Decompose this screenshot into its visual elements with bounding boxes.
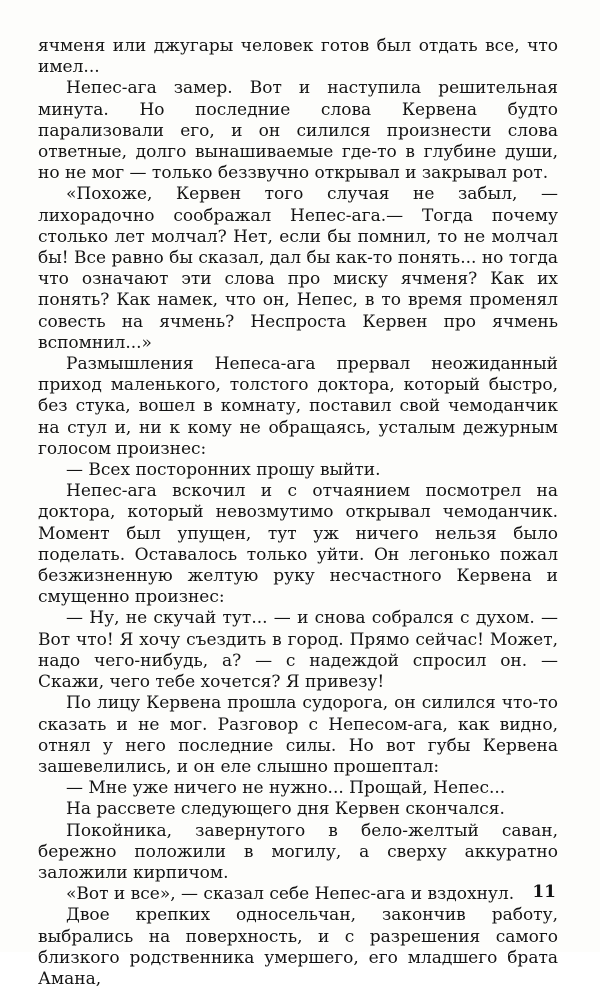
paragraph: Двое крепких односельчан, закончив работу, выбрались на поверхность, и с разрешения самого близкого родственника умершего, его младшего брата Амана, [38, 905, 558, 989]
paragraph: Непес-ага вскочил и с отчаянием посмотрел на доктора, который невозмутимо открывал чемоданчик. Момент был упущен, тут уж ничего нельзя было поделать. Оставалось только уйти. Он легонько пожал безжизненную желтую руку несчастного Кервена и смущенно произнес: [38, 481, 558, 608]
paragraph: По лицу Кервена прошла судорога, он силился что-то сказать и не мог. Разговор с Непесом-ага, как видно, отнял у него последние силы. Но вот губы Кервена зашевелились, и он еле слышно прошептал: [38, 693, 558, 777]
paragraph: «Вот и все», — сказал себе Непес-ага и вздохнул. [66, 884, 515, 905]
body-text [38, 36, 558, 990]
paragraph: Непес-ага замер. Вот и наступила решительная минута. Но последние слова Кервена будто парализовали его, и он силился произнести слова ответные, долго вынашиваемые где-то в глубине души, но не мог — только беззвучно открывал и закрывал рот. [38, 78, 558, 184]
page-number: 11 [532, 882, 556, 902]
paragraph: «Похоже, Кервен того случая не забыл, — лихорадочно соображал Непес-ага.— Тогда почему столько лет молчал? Нет, если бы помнил, то не молчал бы! Все равно бы сказал, дал бы как-то понять... но тогда что означают эти слова про миску ячменя? Как их понять? Как намек, что он, Непес, в то время променял совесть на ячмень? Неспроста Кервен про ячмень вспомнил...» [38, 184, 558, 353]
paragraph: Покойника, завернутого в бело-желтый саван, бережно положили в могилу, а сверху аккуратно заложили кирпичом. [38, 820, 558, 883]
paragraph: — Мне уже ничего не нужно... Прощай, Непес... [66, 778, 506, 799]
paragraph: — Ну, не скучай тут... — и снова собрался с духом. — Вот что! Я хочу съездить в город. Прямо сейчас! Может, надо чего-нибудь, а? — с надеждой спросил он. — Скажи, чего тебе хочется? Я привезу! [38, 608, 558, 693]
paragraph: — Всех посторонних прошу выйти. [66, 460, 381, 481]
paragraph-continuation: ячменя или джугары человек готов был отдать все, что имел... [38, 36, 558, 78]
paragraph: На рассвете следующего дня Кервен скончался. [66, 799, 505, 820]
paragraph: Размышления Непеса-ага прервал неожиданный приход маленького, толстого доктора, который быстро, без стука, вошел в комнату, поставил свой чемоданчик на стул и, ни к кому не обращаясь, усталым дежурным голосом произнес: [38, 354, 558, 459]
